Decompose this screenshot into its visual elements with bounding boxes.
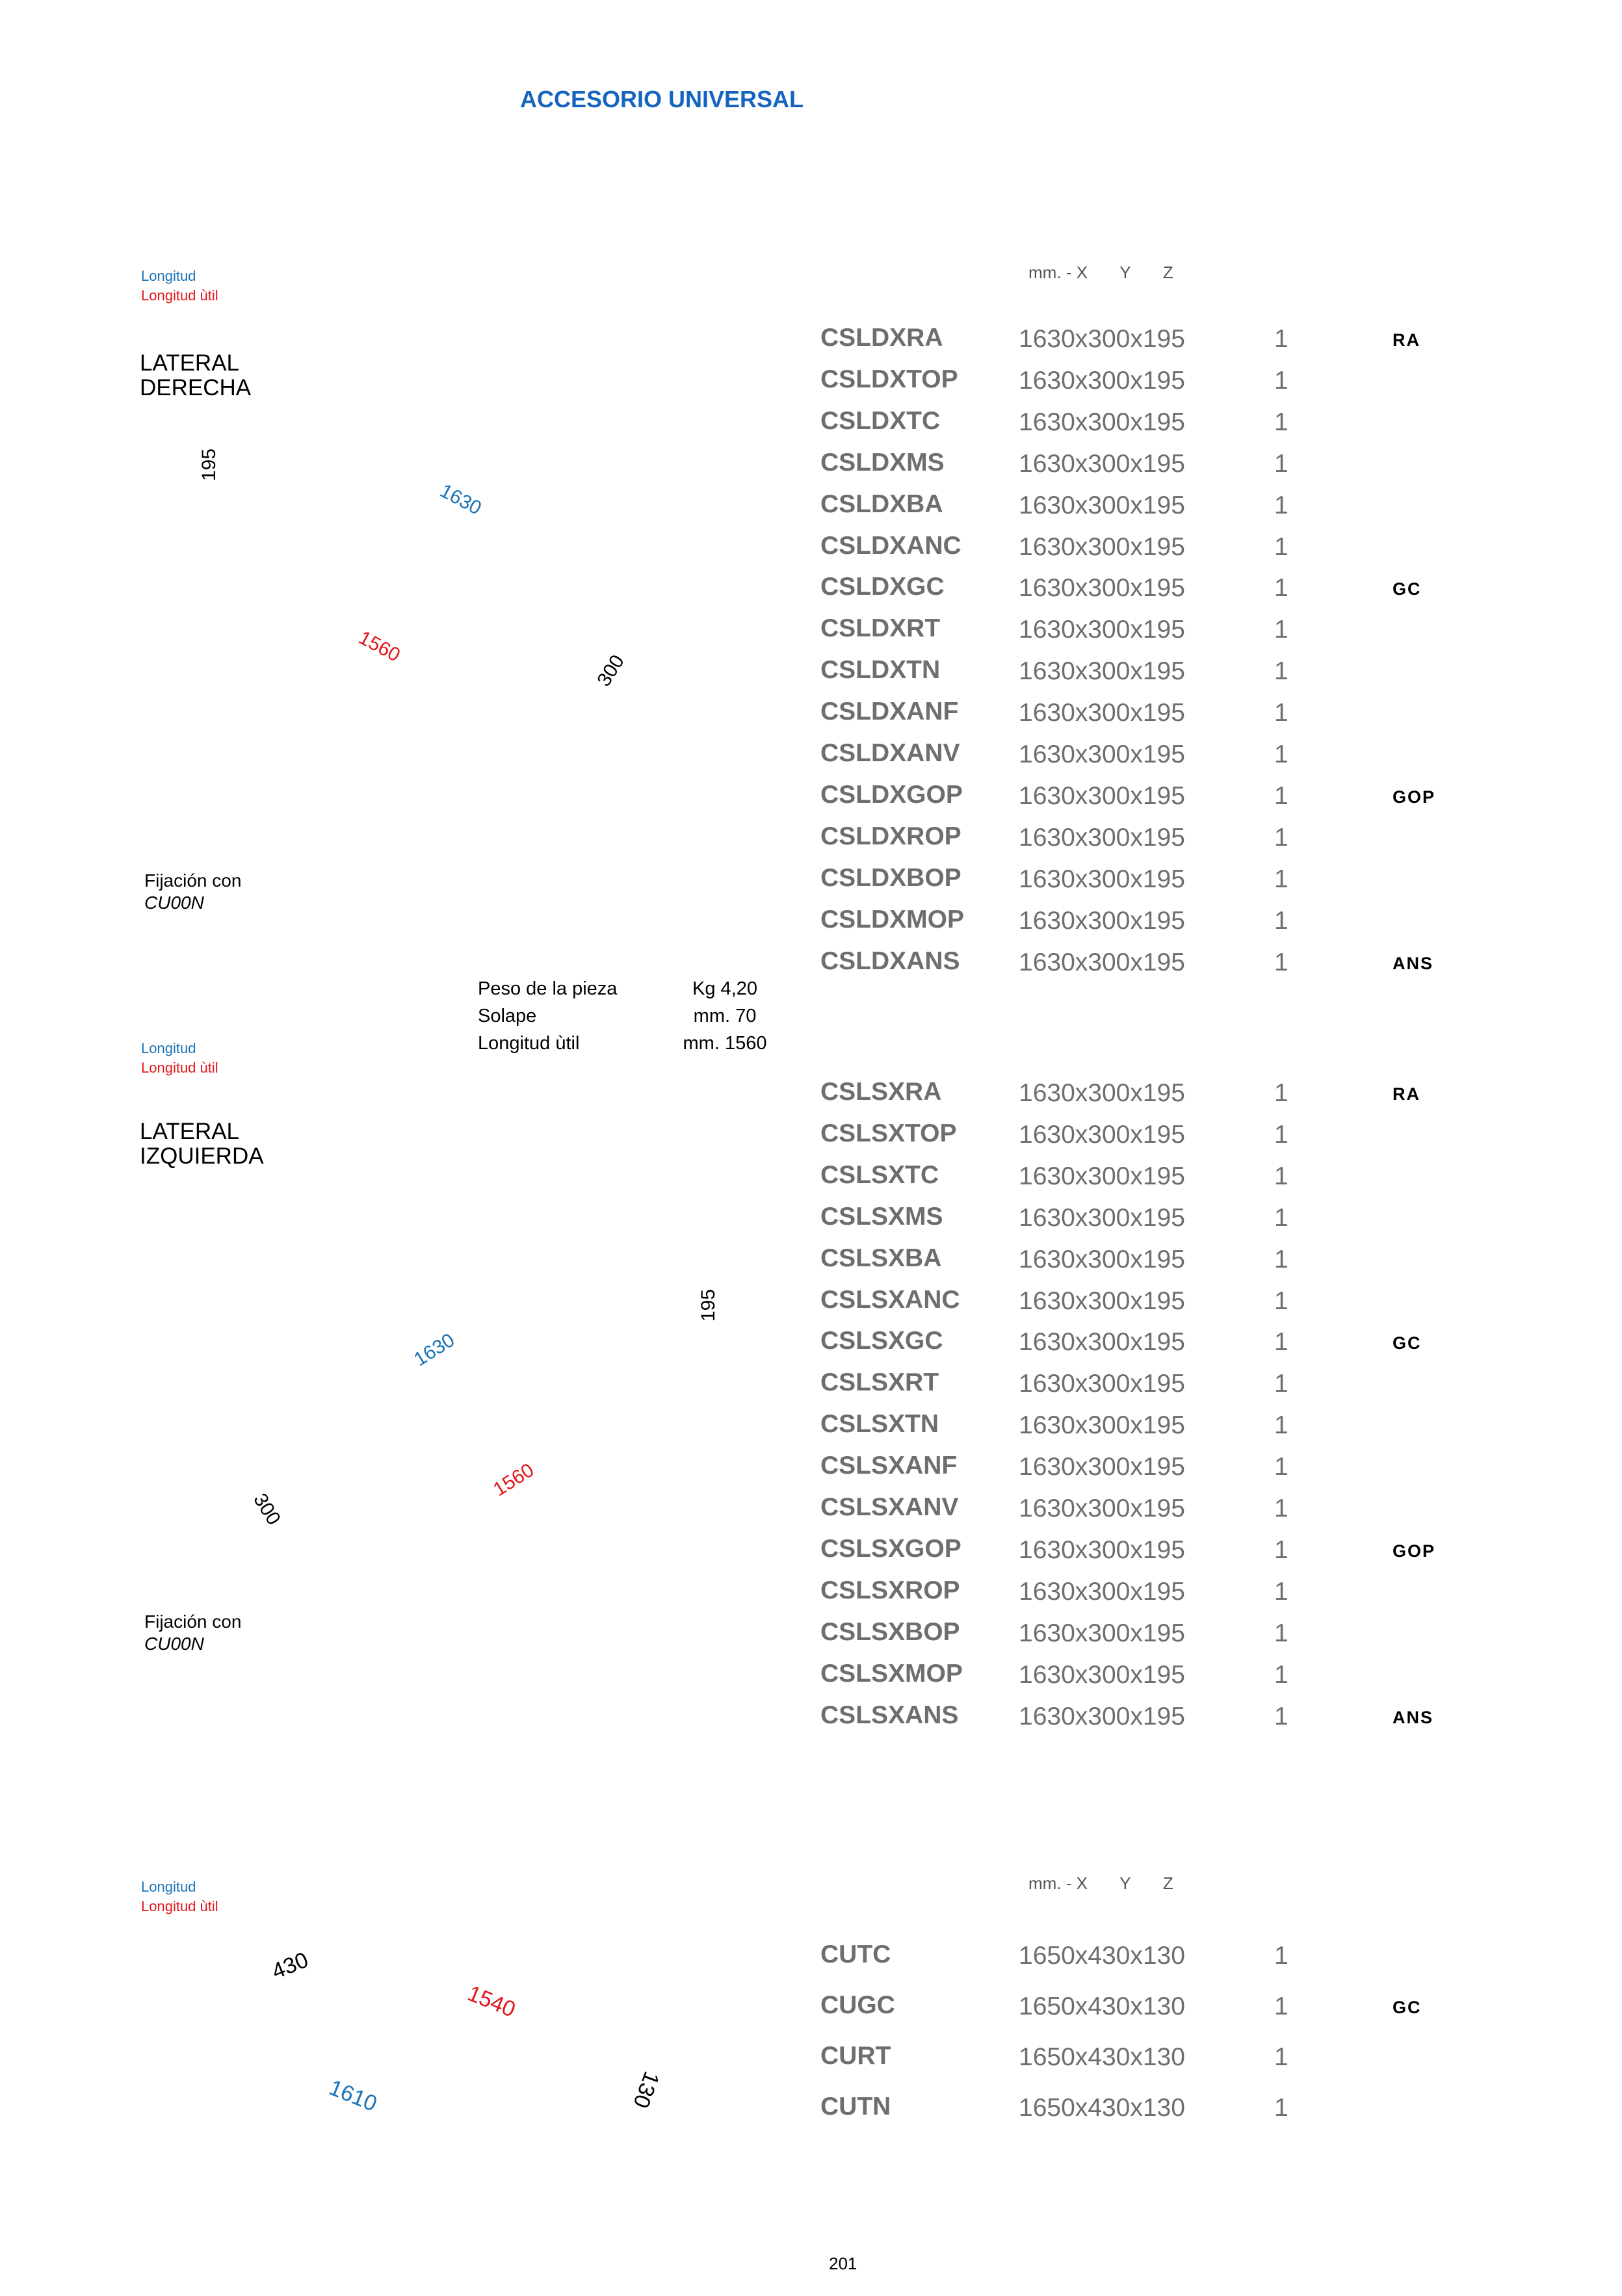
table-row — [0, 614, 1622, 656]
dim-width: 430 — [268, 1947, 312, 1985]
dimension-header-y: Y — [1119, 1873, 1131, 1893]
product-size: 1630x300x195 — [1019, 366, 1185, 395]
product-finish: GC — [1393, 1998, 1422, 2017]
product-code: CSLDXMS — [820, 448, 945, 476]
product-finish: RA — [1393, 330, 1420, 350]
table-row — [0, 1244, 1622, 1286]
product-size: 1630x300x195 — [1019, 1162, 1185, 1190]
product-code: CSLDXTC — [820, 406, 941, 435]
product-code: CSLDXGOP — [820, 780, 963, 809]
product-size: 1630x300x195 — [1019, 449, 1185, 478]
table-row — [0, 1119, 1622, 1161]
product-code: CUTC — [820, 1940, 891, 1968]
spec-useful-length-label: Longitud ùtil — [478, 1033, 580, 1054]
product-size: 1650x430x130 — [1019, 1992, 1185, 2020]
product-code: CSLSXTC — [820, 1160, 939, 1189]
product-quantity: 1 — [1274, 699, 1288, 727]
spec-useful-length-value: mm. 1560 — [683, 1033, 767, 1054]
dim-width: 300 — [249, 1489, 285, 1529]
product-size: 1630x300x195 — [1019, 1079, 1185, 1107]
product-code: CSLSXGC — [820, 1327, 943, 1355]
product-size: 1630x300x195 — [1019, 1120, 1185, 1149]
product-size: 1630x300x195 — [1019, 1535, 1185, 1564]
table-row — [0, 864, 1622, 906]
product-size: 1630x300x195 — [1019, 906, 1185, 935]
table-row — [0, 365, 1622, 407]
dimension-header-z: Z — [1162, 1873, 1173, 1893]
table-row — [0, 573, 1622, 614]
product-size: 1630x300x195 — [1019, 740, 1185, 768]
dim-height: 195 — [198, 448, 220, 481]
product-code: CSLSXGOP — [820, 1534, 961, 1563]
product-size: 1630x300x195 — [1019, 823, 1185, 852]
product-quantity: 1 — [1274, 1286, 1288, 1315]
product-quantity: 1 — [1274, 1535, 1288, 1564]
product-size: 1630x300x195 — [1019, 657, 1185, 686]
product-code: CUTN — [820, 2093, 891, 2120]
dim-height: 130 — [628, 2068, 664, 2111]
product-code: CSLSXTN — [820, 1410, 939, 1439]
table-row — [0, 2042, 1622, 2083]
product-code: CSLDXRA — [820, 324, 943, 352]
product-finish: ANS — [1393, 953, 1434, 973]
product-quantity: 1 — [1274, 616, 1288, 644]
table-row — [0, 324, 1622, 365]
product-quantity: 1 — [1274, 1120, 1288, 1149]
table-row — [0, 1452, 1622, 1493]
dimension-header-y: Y — [1119, 263, 1131, 282]
fixation-code: CU00N — [144, 893, 204, 913]
product-finish: GC — [1393, 1333, 1422, 1353]
table-row — [0, 1940, 1622, 1982]
product-size: 1630x300x195 — [1019, 1286, 1185, 1315]
product-finish: ANS — [1393, 1707, 1434, 1727]
product-code: CSLDXRT — [820, 614, 941, 643]
product-code: CSLDXTOP — [820, 365, 958, 393]
table-row — [0, 532, 1622, 573]
page-number: 201 — [829, 2254, 857, 2273]
table-row — [0, 1618, 1622, 1660]
product-size: 1630x300x195 — [1019, 1660, 1185, 1689]
product-quantity: 1 — [1274, 781, 1288, 810]
table-row — [0, 947, 1622, 989]
legend-longitud: Longitud — [141, 268, 196, 284]
section-name-line: LATERAL — [140, 350, 240, 376]
table-row — [0, 739, 1622, 781]
spec-weight-value: Kg 4,20 — [692, 978, 757, 999]
product-size: 1630x300x195 — [1019, 325, 1185, 353]
table-row — [0, 1576, 1622, 1618]
product-quantity: 1 — [1274, 532, 1288, 561]
product-size: 1630x300x195 — [1019, 616, 1185, 644]
table-row — [0, 1368, 1622, 1410]
product-size: 1630x300x195 — [1019, 1619, 1185, 1647]
product-code: CSLDXMOP — [820, 905, 965, 933]
product-code: CSLDXBA — [820, 489, 943, 518]
product-quantity: 1 — [1274, 865, 1288, 893]
product-size: 1650x430x130 — [1019, 2043, 1185, 2071]
product-code: CSLDXANS — [820, 946, 960, 975]
product-finish: RA — [1393, 1084, 1420, 1104]
product-code: CSLSXRA — [820, 1078, 942, 1106]
legend-longitud-util: Longitud ùtil — [141, 1898, 218, 1914]
dim-width: 300 — [593, 651, 629, 690]
legend-longitud: Longitud — [141, 1879, 196, 1895]
product-quantity: 1 — [1274, 325, 1288, 353]
product-quantity: 1 — [1274, 449, 1288, 478]
product-quantity: 1 — [1274, 906, 1288, 935]
table-row — [0, 698, 1622, 739]
product-code: CSLSXBA — [820, 1244, 942, 1272]
product-quantity: 1 — [1274, 491, 1288, 519]
legend-longitud-util: Longitud ùtil — [141, 287, 218, 304]
table-row — [0, 490, 1622, 532]
product-quantity: 1 — [1274, 1079, 1288, 1107]
product-quantity: 1 — [1274, 1992, 1288, 2020]
product-code: CSLDXANV — [820, 739, 960, 767]
product-code: CSLSXMOP — [820, 1659, 963, 1688]
product-finish: GC — [1393, 579, 1422, 599]
table-row — [0, 1161, 1622, 1203]
product-size: 1650x430x130 — [1019, 2094, 1185, 2122]
product-quantity: 1 — [1274, 1453, 1288, 1481]
product-finish: GOP — [1393, 787, 1436, 807]
dimension-header — [1028, 1873, 1173, 1894]
dimension-header-x: mm. - X — [1028, 263, 1088, 282]
product-code: CSLSXROP — [820, 1576, 960, 1604]
product-quantity: 1 — [1274, 1577, 1288, 1606]
dim-length: 1630 — [436, 480, 485, 519]
product-quantity: 1 — [1274, 1619, 1288, 1647]
table-row — [0, 781, 1622, 822]
product-quantity: 1 — [1274, 408, 1288, 436]
product-code: CSLDXTN — [820, 656, 941, 685]
table-row — [0, 1991, 1622, 2033]
product-code: CSLSXTOP — [820, 1119, 957, 1147]
fixation-label: Fijación con — [144, 1611, 242, 1632]
product-code: CURT — [820, 2042, 891, 2070]
product-quantity: 1 — [1274, 2094, 1288, 2122]
fixation-code: CU00N — [144, 1634, 204, 1654]
table-row — [0, 1535, 1622, 1576]
product-quantity: 1 — [1274, 823, 1288, 852]
table-row — [0, 656, 1622, 698]
product-size: 1630x300x195 — [1019, 1494, 1185, 1522]
dim-length: 1610 — [325, 2075, 381, 2117]
product-quantity: 1 — [1274, 948, 1288, 976]
table-row — [0, 1660, 1622, 1701]
table-row — [0, 407, 1622, 449]
product-quantity: 1 — [1274, 657, 1288, 686]
product-code: CSLSXRT — [820, 1368, 939, 1397]
product-size: 1630x300x195 — [1019, 1328, 1185, 1357]
table-row — [0, 1327, 1622, 1368]
product-size: 1630x300x195 — [1019, 491, 1185, 519]
product-size: 1630x300x195 — [1019, 1203, 1185, 1232]
legend-longitud: Longitud — [141, 1040, 196, 1056]
product-size: 1630x300x195 — [1019, 781, 1185, 810]
product-quantity: 1 — [1274, 1702, 1288, 1730]
product-code: CSLDXGC — [820, 573, 945, 601]
product-quantity: 1 — [1274, 574, 1288, 603]
product-quantity: 1 — [1274, 1411, 1288, 1440]
piece-specs — [478, 975, 777, 1060]
product-quantity: 1 — [1274, 1245, 1288, 1273]
product-size: 1630x300x195 — [1019, 699, 1185, 727]
product-code: CSLDXROP — [820, 822, 961, 850]
product-quantity: 1 — [1274, 1328, 1288, 1357]
product-quantity: 1 — [1274, 1660, 1288, 1689]
dim-length: 1630 — [410, 1329, 459, 1371]
product-size: 1630x300x195 — [1019, 948, 1185, 976]
product-size: 1630x300x195 — [1019, 1453, 1185, 1481]
product-code: CUGC — [820, 1991, 895, 2019]
table-row — [0, 1078, 1622, 1119]
product-size: 1630x300x195 — [1019, 1577, 1185, 1606]
product-code: CSLSXANF — [820, 1452, 958, 1480]
product-code: CSLDXBOP — [820, 863, 961, 892]
product-size: 1630x300x195 — [1019, 1411, 1185, 1440]
table-row — [0, 1701, 1622, 1743]
dimension-header — [1028, 263, 1173, 283]
fixation-label: Fijación con — [144, 870, 242, 891]
product-finish: GOP — [1393, 1541, 1436, 1561]
table-row — [0, 906, 1622, 947]
product-size: 1650x430x130 — [1019, 1942, 1185, 1970]
product-quantity: 1 — [1274, 1494, 1288, 1522]
product-size: 1630x300x195 — [1019, 865, 1185, 893]
product-quantity: 1 — [1274, 366, 1288, 395]
table-row — [0, 449, 1622, 490]
product-code: CSLSXANV — [820, 1493, 959, 1521]
spec-overlap-value: mm. 70 — [693, 1006, 757, 1026]
product-quantity: 1 — [1274, 1370, 1288, 1398]
dim-useful-length: 1540 — [464, 1981, 519, 2022]
product-code: CSLDXANF — [820, 698, 959, 726]
spec-weight-label: Peso de la pieza — [478, 978, 618, 999]
table-row — [0, 1410, 1622, 1452]
product-size: 1630x300x195 — [1019, 574, 1185, 603]
page-title: ACCESORIO UNIVERSAL — [520, 86, 804, 112]
section-name-line: IZQUIERDA — [140, 1143, 264, 1169]
product-quantity: 1 — [1274, 1942, 1288, 1970]
product-size: 1630x300x195 — [1019, 532, 1185, 561]
product-size: 1630x300x195 — [1019, 1245, 1185, 1273]
table-row — [0, 2093, 1622, 2134]
product-code: CSLSXANC — [820, 1285, 960, 1314]
table-row — [0, 822, 1622, 864]
table-row — [0, 1493, 1622, 1535]
product-code: CSLSXBOP — [820, 1617, 960, 1646]
table-row — [0, 1286, 1622, 1327]
product-size: 1630x300x195 — [1019, 408, 1185, 436]
section-name-line: LATERAL — [140, 1119, 240, 1144]
product-quantity: 1 — [1274, 740, 1288, 768]
dimension-header-z: Z — [1162, 263, 1173, 282]
dimension-header-x: mm. - X — [1028, 1873, 1088, 1893]
dim-useful-length: 1560 — [490, 1459, 538, 1501]
product-quantity: 1 — [1274, 2043, 1288, 2071]
section-name-line: DERECHA — [140, 375, 252, 400]
product-quantity: 1 — [1274, 1162, 1288, 1190]
product-code: CSLDXANC — [820, 531, 961, 560]
product-quantity: 1 — [1274, 1203, 1288, 1232]
table-row — [0, 1203, 1622, 1244]
product-code: CSLSXMS — [820, 1202, 943, 1231]
legend-longitud-util: Longitud ùtil — [141, 1060, 218, 1076]
product-code: CSLSXANS — [820, 1701, 959, 1729]
product-size: 1630x300x195 — [1019, 1370, 1185, 1398]
dim-height: 195 — [698, 1288, 719, 1322]
product-size: 1630x300x195 — [1019, 1702, 1185, 1730]
spec-overlap-label: Solape — [478, 1006, 537, 1026]
dim-useful-length: 1560 — [355, 627, 404, 666]
